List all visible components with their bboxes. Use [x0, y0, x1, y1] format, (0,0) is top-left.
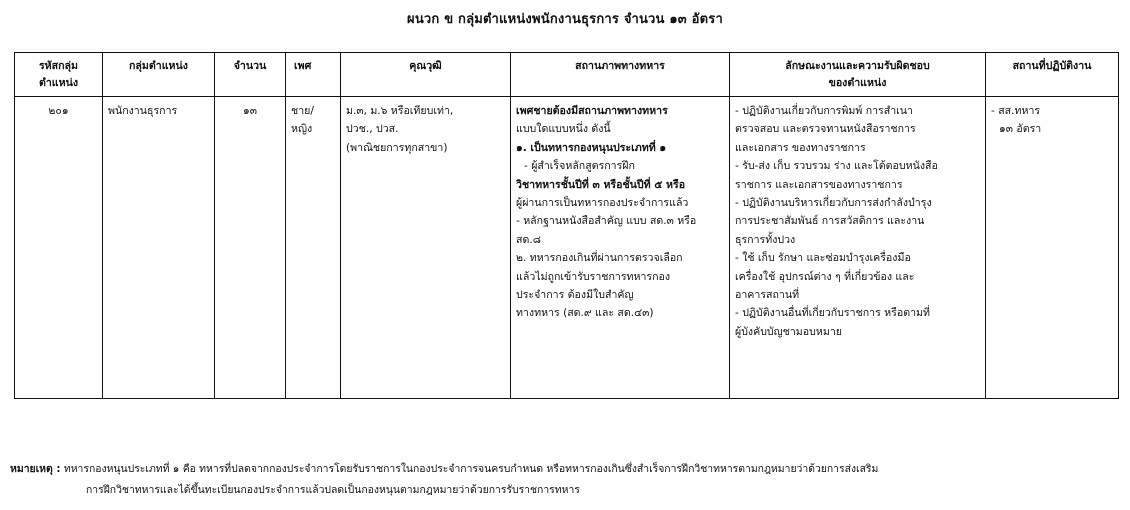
footnote-text-line-1: ทหารกองหนุนประเภทที่ ๑ คือ ทหารที่ปลดจากกองประจำการโดยรับราชการในกองประจำการจนครบกำหนด หรือทหารกองเกินซึ่งสำเร็จการฝึกวิชาทหารตามกฎหมายว่าด้วยการส่งเสริม	[63, 463, 879, 475]
header-location: สถานที่ปฏิบัติงาน	[986, 53, 1119, 97]
footnote-label: หมายเหตุ :	[10, 463, 61, 475]
cell-duties: - ปฏิบัติงานเกี่ยวกับการพิมพ์ การสำเนา ตรวจสอบ และตรวจทานหนังสือราชการ และเอกสาร ของทางราชการ - รับ-ส่ง เก็บ รวบรวม ร่าง และโต้ตอบหนังสือ ราชการ และเอกสารของทางราชการ - ปฏิบัติงานบริหารเกี่ยวกับการส่งกำลังบำรุง การประชาสัมพันธ์ การสวัสดิการ และงาน ธุรการทั้งปวง - ใช้ เก็บ รักษา และซ่อมบำรุงเครื่องมือ เครื่องใช้ อุปกรณ์ต่าง ๆ ที่เกี่ยวข้อง และ อาคารสถานที่ - ปฏิบัติงานอื่นที่เกี่ยวกับราชการ หรือตามที่ ผู้บังคับบัญชามอบหมาย	[730, 97, 986, 399]
cell-gender: ชาย/ หญิง	[286, 97, 341, 399]
cell-count: ๑๓	[215, 97, 286, 399]
table-row	[15, 97, 1119, 399]
footnote-text-line-2: การฝึกวิชาทหารและได้ขึ้นทะเบียนกองประจำการแล้วปลดเป็นกองหนุนตามกฎหมายว่าด้วยการรับราชการทหาร	[86, 484, 580, 496]
header-group: กลุ่มตำแหน่ง	[103, 53, 215, 97]
header-military-status: สถานภาพทางทหาร	[511, 53, 730, 97]
header-count: จำนวน	[215, 53, 286, 97]
cell-qualification: ม.๓, ม.๖ หรือเทียบเท่า, ปวช., ปวส. (พาณิชยการทุกสาขา)	[341, 97, 511, 399]
header-code: รหัสกลุ่ม ตำแหน่ง	[15, 53, 103, 97]
header-gender: เพศ	[286, 53, 341, 97]
header-duties: ลักษณะงานและความรับผิดชอบ ของตำแหน่ง	[730, 53, 986, 97]
cell-military-status: เพศชายต้องมีสถานภาพทางทหาร แบบใดแบบหนึ่ง ดังนี้ ๑. เป็นทหารกองหนุนประเภทที่ ๑ - ผู้สำเร็จหลักสูตรการฝึก วิชาทหารชั้นปีที่ ๓ หรือชั้นปีที่ ๕ หรือ ผู้ผ่านการเป็นทหารกองประจำการแล้ว - หลักฐานหนังสือสำคัญ แบบ สด.๓ หรือ สด.๘ ๒. ทหารกองเกินที่ผ่านการตรวจเลือก แล้วไม่ถูกเข้ารับราชการทหารกอง ประจำการ ต้องมีใบสำคัญ ทางทหาร (สด.๙ และ สด.๔๓)	[511, 97, 730, 399]
table-header-row	[15, 53, 1119, 97]
header-qualification: คุณวุฒิ	[341, 53, 511, 97]
page-title: ผนวก ข กลุ่มตำแหน่งพนักงานธุรการ จำนวน ๑๓ อัตรา	[407, 12, 723, 27]
cell-group: พนักงานธุรการ	[103, 97, 215, 399]
footnote	[10, 459, 1120, 501]
cell-location: - สส.ทหาร ๑๓ อัตรา	[986, 97, 1119, 399]
position-table	[14, 52, 1119, 399]
cell-code: ๒๐๑	[15, 97, 103, 399]
